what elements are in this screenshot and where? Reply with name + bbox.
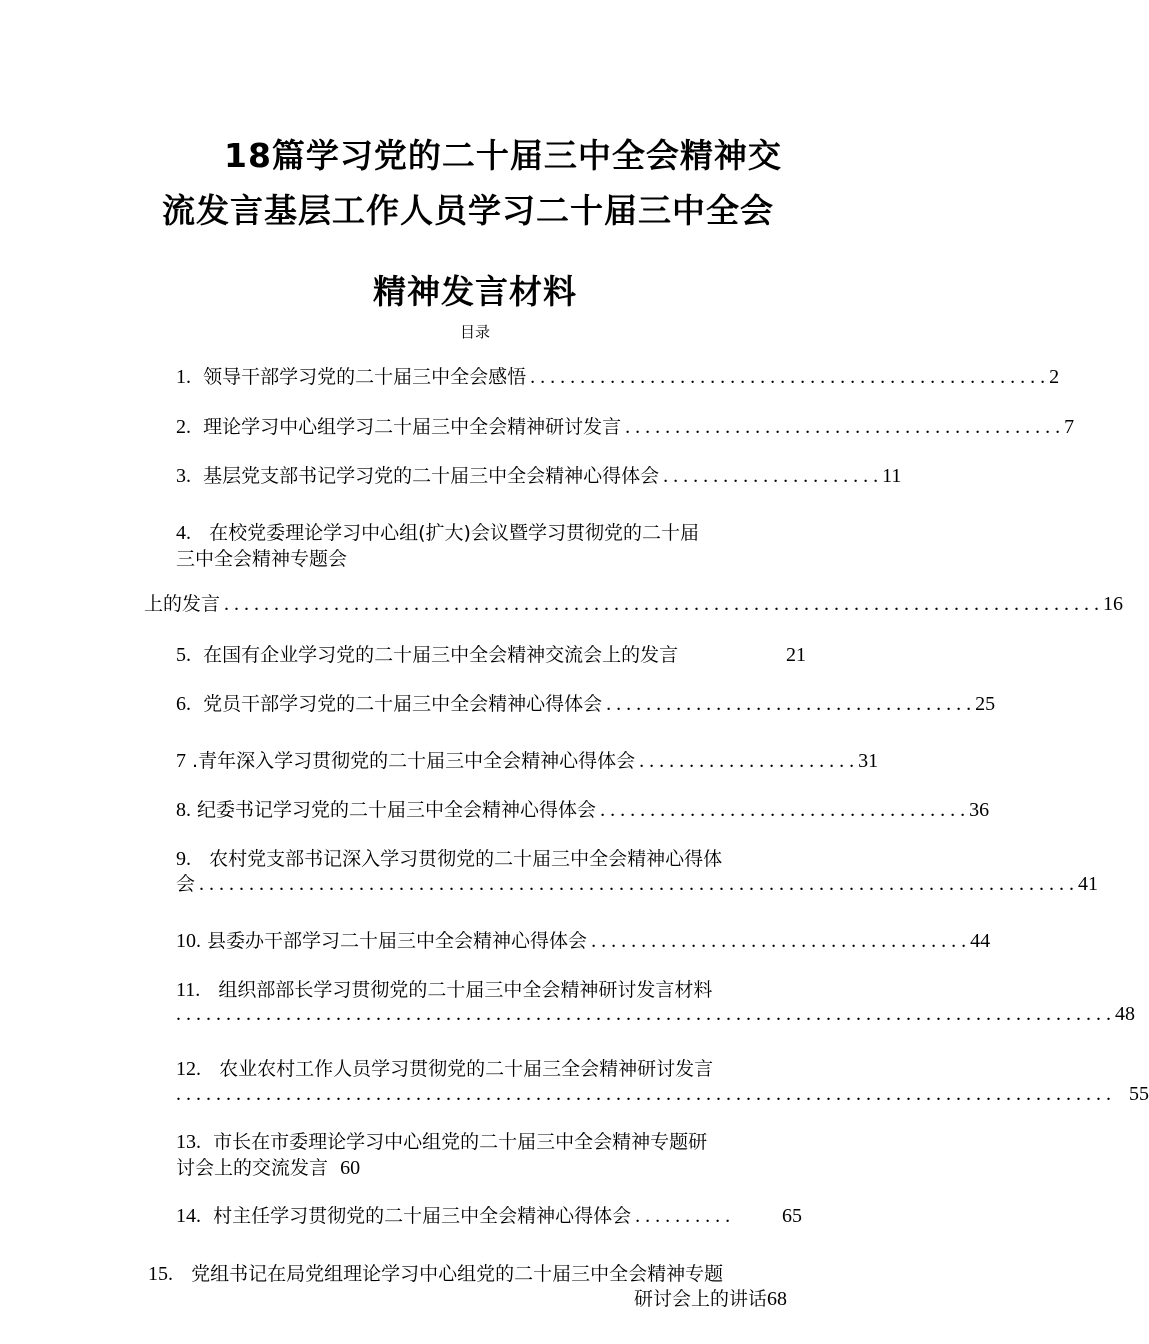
toc-entry-15-line-2[interactable]	[634, 1286, 787, 1312]
toc-entry-title: 领导干部学习党的二十届三中全会感悟	[203, 366, 527, 388]
toc-entry-title: 理论学习中心组学习二十届三中全会精神研讨发言	[203, 416, 622, 438]
toc-entry-title: 组织部部长学习贯彻党的二十届三中全会精神研讨发言材料	[218, 979, 713, 1001]
toc-entry-number: 5.	[176, 644, 191, 666]
document-title-line-2: 流发言基层工作人员学习二十届三中全会	[162, 191, 774, 230]
toc-entry-title: 在国有企业学习党的二十届三中全会精神交流会上的发言	[203, 644, 679, 666]
toc-entry-4-line-1[interactable]	[176, 520, 699, 546]
toc-entry-5[interactable]	[176, 642, 806, 668]
toc-entry-title: 村主任学习贯彻党的二十届三中全会精神心得体会	[213, 1205, 632, 1227]
toc-entry-page: 7	[1064, 416, 1075, 438]
toc-leader-dots: . . . . . . . . . . . . . . . . . . . . . . . . . . . . . . . . . . . . . . . . . . . . . . . . . . . .	[530, 366, 1046, 388]
toc-entry-14[interactable]	[176, 1203, 802, 1229]
toc-leader-dots: . . . . . . . . . . . . . . . . . . . . . . . . . . . . . . . . . . . . . . . . . . . . . . . . . . . . . . . . . . . . . . . . . . . . . . . . . . . . . . . . . . . . . . . . . . . . . .	[176, 1003, 1111, 1025]
toc-entry-page: 65	[782, 1205, 802, 1227]
toc-entry-title-continued: 会	[176, 873, 196, 895]
toc-entry-page: 48	[1115, 1003, 1135, 1025]
toc-entry-15-line-1[interactable]	[148, 1261, 723, 1287]
toc-entry-page: 21	[786, 644, 806, 666]
toc-entry-number: 14.	[176, 1205, 201, 1227]
toc-entry-title-continued: 讨会上的交流发言	[176, 1157, 329, 1179]
toc-leader-dots: . . . . . . . . . . . . . . . . . . . . . . . . . . . . . . . . . . . . .	[606, 693, 972, 715]
toc-entry-title-continued: 三中全会精神专题会	[176, 548, 348, 570]
toc-entry-page: 44	[970, 930, 991, 952]
document-title-line-1: 18篇学习党的二十届三中全会精神交	[224, 136, 782, 175]
toc-entry-1[interactable]	[176, 364, 1060, 390]
toc-leader-dots: . . . . . . . . . . . . . . . . . . . . . . . . . . . . . . . . . . . . . . . . . . . . . . . . . . . . . . . . . . . . . . . . . . . . . . . . . . . . . . . . . . . . . . . .	[199, 873, 1075, 895]
toc-entry-title: 纪委书记学习党的二十届三中全会精神心得体会	[197, 799, 597, 821]
toc-leader-dots: . . . . . . . . . .	[635, 1205, 731, 1227]
toc-entry-number: 3.	[176, 465, 191, 487]
toc-entry-number: 9.	[176, 848, 191, 870]
document-title-line-3: 精神发言材料	[373, 272, 577, 311]
toc-leader-dots: . . . . . . . . . . . . . . . . . . . . . . . . . . . . . . . . . . . . .	[600, 799, 966, 821]
toc-entry-page: 55	[1129, 1083, 1149, 1105]
toc-entry-page: 36	[969, 799, 990, 821]
toc-entry-8[interactable]	[176, 797, 990, 823]
toc-entry-9-line-1[interactable]	[176, 846, 722, 872]
toc-entry-10[interactable]	[176, 928, 991, 954]
toc-entry-11-line-2[interactable]	[176, 1001, 1135, 1027]
toc-entry-13-line-2[interactable]	[176, 1155, 360, 1181]
toc-entry-title: 县委办干部学习二十届三中全会精神心得体会	[207, 930, 588, 952]
toc-leader-dots: . . . . . . . . . . . . . . . . . . . . . . . . . . . . . . . . . . . . . .	[591, 930, 967, 952]
toc-entry-title: 市长在市委理论学习中心组党的二十届三中全会精神专题研	[213, 1131, 708, 1153]
toc-entry-title-continued: 研讨会上的讲话	[634, 1288, 768, 1310]
toc-entry-title: 农业农村工作人员学习贯彻党的二十届三全会精神研讨发言	[219, 1058, 714, 1080]
toc-leader-dots: . . . . . . . . . . . . . . . . . . . . . .	[639, 750, 855, 772]
toc-entry-9-line-2[interactable]	[176, 871, 1099, 897]
toc-entry-12-line-1[interactable]	[176, 1056, 713, 1082]
toc-heading: 目录	[459, 323, 490, 341]
toc-leader-dots: . . . . . . . . . . . . . . . . . . . . . . . . . . . . . . . . . . . . . . . . . . . . . . . . . . . . . . . . . . . . . . . . . . . . . . . . . . . . . . . . . . . . . . . . . . . . . .	[176, 1083, 1111, 1105]
toc-entry-page: 31	[858, 750, 879, 772]
toc-entry-number: 4.	[176, 522, 191, 544]
toc-entry-number: 6.	[176, 693, 191, 715]
toc-leader-dots: . . . . . . . . . . . . . . . . . . . . . .	[663, 465, 879, 487]
toc-entry-number: 15.	[148, 1263, 173, 1285]
toc-leader-dots: . . . . . . . . . . . . . . . . . . . . . . . . . . . . . . . . . . . . . . . . . . . . . . . . . . . . . . . . . . . . . . . . . . . . . . . . . . . . . . . . . . . . . . . .	[224, 593, 1100, 615]
toc-entry-number: 2.	[176, 416, 191, 438]
toc-entry-4-line-2[interactable]	[176, 546, 347, 572]
toc-entry-page: 16	[1103, 593, 1124, 615]
toc-entry-page: 2	[1049, 366, 1060, 388]
toc-entry-title: 党组书记在局党组理论学习中心组党的二十届三中全会精神专题	[191, 1263, 724, 1285]
toc-entry-6[interactable]	[176, 691, 996, 717]
toc-entry-page: 60	[340, 1157, 361, 1179]
toc-entry-number: 11.	[176, 979, 201, 1001]
toc-entry-number: 10.	[176, 930, 201, 952]
toc-entry-title: 基层党支部书记学习党的二十届三中全会精神心得体会	[203, 465, 660, 487]
toc-entry-title-continued: 上的发言	[144, 593, 221, 615]
toc-entry-number: 13.	[176, 1131, 201, 1153]
toc-entry-12-line-2[interactable]	[176, 1081, 1149, 1107]
toc-entry-title: 在校党委理论学习中心组(扩大)会议暨学习贯彻党的二十届	[209, 522, 699, 544]
toc-entry-7[interactable]	[176, 748, 879, 774]
toc-entry-title: 党员干部学习党的二十届三中全会精神心得体会	[203, 693, 603, 715]
toc-entry-page: 68	[767, 1288, 788, 1310]
toc-entry-4-line-3[interactable]	[144, 591, 1124, 617]
toc-leader-dots: . . . . . . . . . . . . . . . . . . . . . . . . . . . . . . . . . . . . . . . . . . . .	[625, 416, 1061, 438]
toc-entry-title: .青年深入学习贯彻党的二十届三中全会精神心得体会	[192, 750, 636, 772]
toc-entry-page: 41	[1078, 873, 1099, 895]
toc-entry-number: 8.	[176, 799, 191, 821]
toc-entry-page: 11	[882, 465, 902, 487]
toc-entry-title: 农村党支部书记深入学习贯彻党的二十届三中全会精神心得体	[209, 848, 723, 870]
toc-entry-number: 7	[176, 750, 186, 772]
toc-entry-3[interactable]	[176, 463, 902, 489]
toc-entry-number: 1.	[176, 366, 191, 388]
toc-entry-number: 12.	[176, 1058, 201, 1080]
toc-entry-page: 25	[975, 693, 996, 715]
toc-entry-13-line-1[interactable]	[176, 1129, 707, 1155]
toc-entry-11-line-1[interactable]	[176, 977, 712, 1003]
toc-entry-2[interactable]	[176, 414, 1075, 440]
